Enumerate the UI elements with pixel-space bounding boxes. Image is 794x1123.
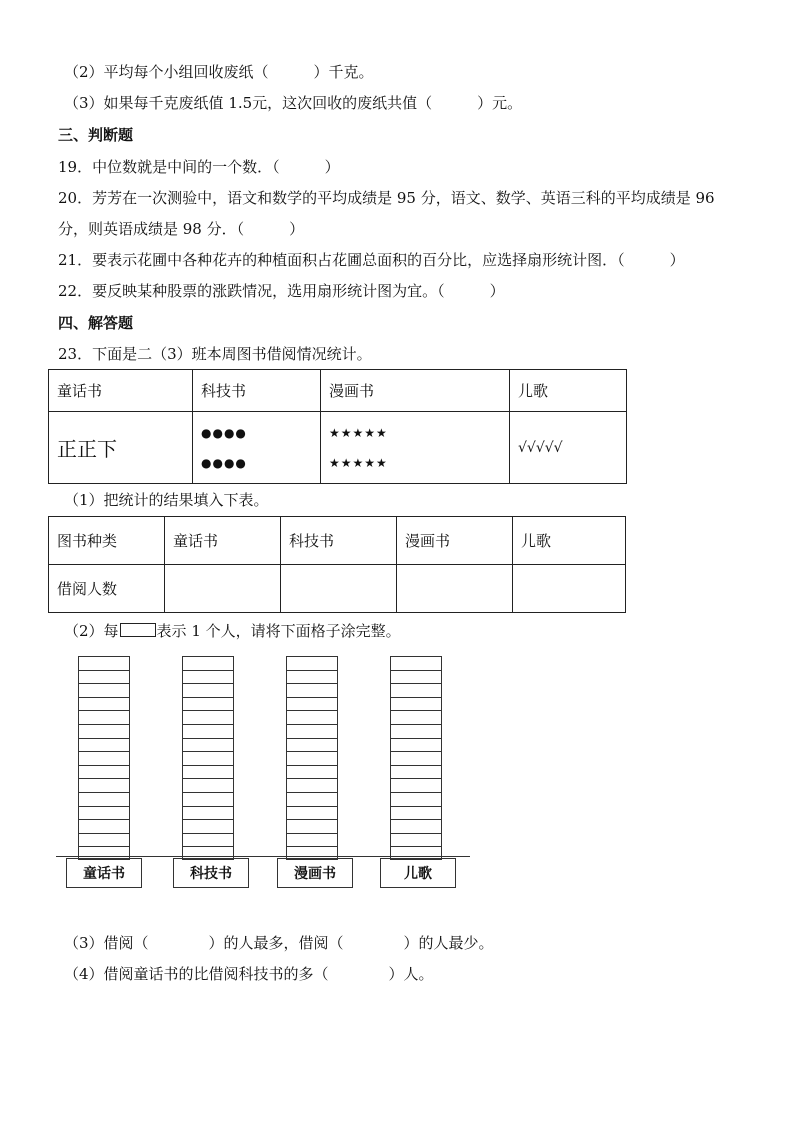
grid-cell[interactable] [390, 738, 442, 752]
grid-cell[interactable] [390, 833, 442, 847]
fill-header: 童话书 [165, 517, 281, 565]
grid-cell[interactable] [286, 751, 338, 765]
fill-header: 图书种类 [49, 517, 165, 565]
part2-suffix: 表示 1 个人，请将下面格子涂完整。 [156, 622, 401, 640]
answer-cell-science[interactable] [281, 565, 397, 613]
grid-cell[interactable] [182, 656, 234, 670]
question-23-part4: （4）借阅童话书的比借阅科技书的多（ ）人。 [64, 965, 434, 983]
chart-label: 漫画书 [277, 858, 353, 888]
grid-cell[interactable] [78, 792, 130, 806]
grid-cell[interactable] [286, 697, 338, 711]
question-21: 21．要表示花圃中各种花卉的种植面积占花圃总面积的百分比，应选择扇形统计图．（ ） [58, 251, 685, 269]
grid-cell[interactable] [390, 710, 442, 724]
grid-cell[interactable] [182, 710, 234, 724]
comic-stars [321, 412, 510, 484]
song-checks: √√√√√ [510, 412, 627, 484]
grid-cell[interactable] [78, 738, 130, 752]
section-3-heading: 三、判断题 [58, 126, 134, 144]
grid-cell[interactable] [182, 833, 234, 847]
tally-header: 儿歌 [510, 370, 627, 412]
chart-label: 童话书 [66, 858, 142, 888]
grid-cell[interactable] [182, 697, 234, 711]
grid-cell[interactable] [78, 806, 130, 820]
grid-cell[interactable] [182, 819, 234, 833]
grid-cell[interactable] [286, 806, 338, 820]
unit-box-icon [120, 623, 156, 637]
grid-cell[interactable] [286, 833, 338, 847]
grid-cell[interactable] [286, 738, 338, 752]
question-23-part1: （1）把统计的结果填入下表。 [64, 491, 269, 509]
grid-column-song[interactable] [390, 656, 442, 860]
grid-cell[interactable] [182, 765, 234, 779]
grid-cell[interactable] [390, 656, 442, 670]
answer-cell-fairy-tale[interactable] [165, 565, 281, 613]
question-20-line2: 分，则英语成绩是 98 分．（ ） [58, 220, 305, 238]
question-20-line1: 20．芳芳在一次测验中，语文和数学的平均成绩是 95 分，语文、数学、英语三科的平均成绩是 96 [58, 189, 715, 207]
grid-cell[interactable] [182, 778, 234, 792]
grid-cell[interactable] [390, 697, 442, 711]
fill-header: 科技书 [281, 517, 397, 565]
question-23-part3: （3）借阅（ ）的人最多，借阅（ ）的人最少。 [64, 934, 494, 952]
grid-cell[interactable] [286, 724, 338, 738]
chart-label: 科技书 [173, 858, 249, 888]
grid-cell[interactable] [390, 792, 442, 806]
question-22: 22．要反映某种股票的涨跌情况，选用扇形统计图为宜。（ ） [58, 282, 505, 300]
stars-row: ★★★★★ [329, 455, 388, 470]
fill-table [48, 516, 626, 613]
grid-cell[interactable] [390, 806, 442, 820]
dots-row: ●●●● [201, 425, 247, 440]
fill-header: 儿歌 [513, 517, 626, 565]
grid-cell[interactable] [390, 778, 442, 792]
grid-cell[interactable] [78, 765, 130, 779]
grid-cell[interactable] [78, 670, 130, 684]
grid-cell[interactable] [390, 670, 442, 684]
grid-cell[interactable] [78, 697, 130, 711]
grid-cell[interactable] [78, 833, 130, 847]
coloring-grid-chart [56, 650, 476, 900]
grid-column-science[interactable] [182, 656, 234, 860]
grid-cell[interactable] [182, 738, 234, 752]
grid-cell[interactable] [78, 778, 130, 792]
answer-cell-song[interactable] [513, 565, 626, 613]
grid-cell[interactable] [182, 670, 234, 684]
grid-cell[interactable] [78, 751, 130, 765]
tally-table [48, 369, 627, 484]
grid-cell[interactable] [390, 765, 442, 779]
grid-cell[interactable] [286, 683, 338, 697]
q18-part2: （2）平均每个小组回收废纸（ ）千克。 [64, 63, 374, 81]
grid-column-fairy-tale[interactable] [78, 656, 130, 860]
answer-cell-comic[interactable] [397, 565, 513, 613]
part2-prefix: （2）每 [64, 622, 119, 640]
grid-cell[interactable] [286, 656, 338, 670]
grid-cell[interactable] [286, 710, 338, 724]
grid-cell[interactable] [390, 683, 442, 697]
dots-row: ●●●● [201, 455, 247, 470]
grid-cell[interactable] [78, 819, 130, 833]
tally-header: 科技书 [193, 370, 321, 412]
chart-label: 儿歌 [380, 858, 456, 888]
fill-header: 漫画书 [397, 517, 513, 565]
grid-cell[interactable] [286, 765, 338, 779]
grid-column-comic[interactable] [286, 656, 338, 860]
grid-cell[interactable] [182, 683, 234, 697]
stars-row: ★★★★★ [329, 425, 388, 440]
question-23-intro: 23．下面是二（3）班本周图书借阅情况统计。 [58, 345, 372, 363]
grid-cell[interactable] [182, 792, 234, 806]
grid-cell[interactable] [390, 819, 442, 833]
grid-cell[interactable] [286, 819, 338, 833]
chart-baseline [56, 856, 470, 857]
q18-part3: （3）如果每千克废纸值 1.5元，这次回收的废纸共值（ ）元。 [64, 94, 523, 112]
grid-cell[interactable] [286, 778, 338, 792]
grid-cell[interactable] [78, 683, 130, 697]
grid-cell[interactable] [390, 751, 442, 765]
grid-cell[interactable] [182, 751, 234, 765]
grid-cell[interactable] [286, 670, 338, 684]
grid-cell[interactable] [182, 806, 234, 820]
question-23-part2 [64, 621, 401, 641]
fairy-tale-tally: 正正下 [49, 412, 193, 484]
fill-row-label: 借阅人数 [49, 565, 165, 613]
tally-header: 漫画书 [321, 370, 510, 412]
grid-cell[interactable] [182, 724, 234, 738]
tally-header: 童话书 [49, 370, 193, 412]
science-dots [193, 412, 321, 484]
question-19: 19．中位数就是中间的一个数．（ ） [58, 158, 340, 176]
grid-cell[interactable] [78, 724, 130, 738]
grid-cell[interactable] [78, 656, 130, 670]
grid-cell[interactable] [390, 724, 442, 738]
grid-cell[interactable] [78, 710, 130, 724]
section-4-heading: 四、解答题 [58, 314, 134, 332]
grid-cell[interactable] [286, 792, 338, 806]
